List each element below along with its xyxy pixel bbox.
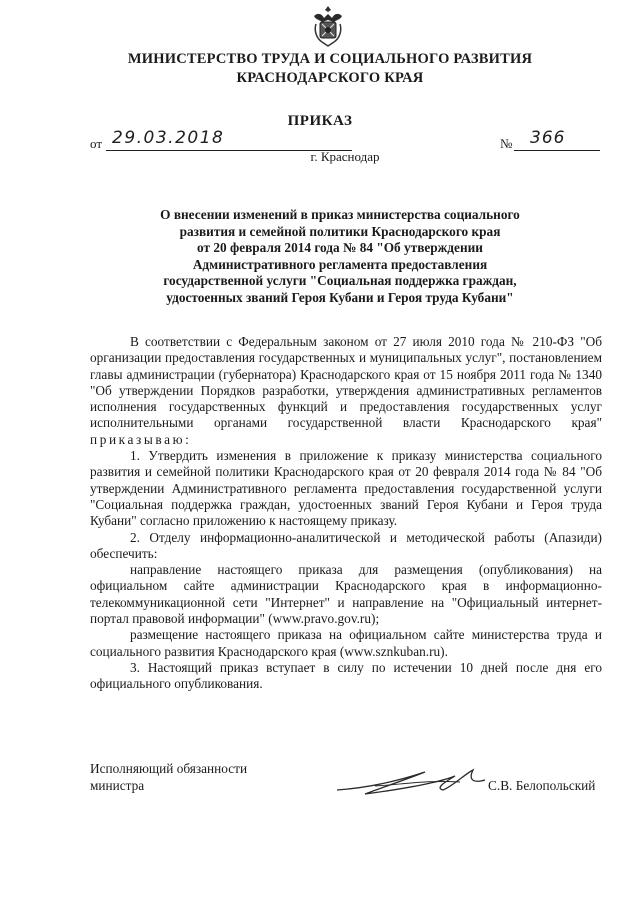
coat-of-arms-emblem bbox=[308, 4, 348, 48]
city: г. Краснодар bbox=[310, 149, 380, 164]
signatory-position bbox=[90, 760, 247, 794]
number-label: № bbox=[500, 136, 513, 151]
position-line-1: Исполняющий обязанности bbox=[90, 761, 248, 776]
preamble-text: В соответствии с Федеральным законом от 27 июля 2010 года № 210-ФЗ "Об организации предоставления государственных и муниципальных услуг", постановлением главы администрации (губернатора) Краснодарского края от 15 ноября 2011 года № 1340 "Об утверждении Порядков разработки, утверждения административных регламентов исполнения государственных функций и предоставления государственных услуг исполнительными органами государственной власти Краснодарского края" bbox=[90, 334, 602, 431]
document-body bbox=[90, 334, 602, 693]
document-type: ПРИКАЗ bbox=[287, 113, 353, 129]
paragraph-item-1: 1. Утвердить изменения в приложение к приказу министерства социального развития и семейной политики Краснодарского края от 20 февраля 2014 года № 84 "Об утверждении Административного регламента предоставления государственной услуги "Социальная поддержка граждан, удостоенных званий Героя Кубани и Героя труда Кубани" согласно приложению к настоящему приказу. bbox=[90, 448, 602, 529]
order-word: приказываю bbox=[90, 431, 186, 447]
ministry-line-1: МИНИСТЕРСТВО ТРУДА И СОЦИАЛЬНОГО РАЗВИТИЯ bbox=[127, 51, 533, 67]
handwritten-signature bbox=[335, 760, 505, 800]
number-value: 366 bbox=[530, 128, 566, 148]
title-line: развития и семейной политики Краснодарского края bbox=[179, 223, 501, 239]
paragraph-item-2a: направление настоящего приказа для размещения (опубликования) на официальном сайте администрации Краснодарского края в информационно-телекоммуникационной сети "Интернет" и направление на "Официальный интернет-портал правовой информации" (www.pravo.gov.ru); bbox=[90, 562, 602, 627]
paragraph-item-2b: размещение настоящего приказа на официальном сайте министерства труда и социального развития Краснодарского края (www.sznkuban.ru). bbox=[90, 627, 602, 659]
date-value: 29.03.2018 bbox=[112, 128, 225, 148]
title-line: О внесении изменений в приказ министерства социального bbox=[160, 207, 520, 222]
preamble-colon: : bbox=[185, 431, 189, 447]
paragraph-item-3: 3. Настоящий приказ вступает в силу по истечении 10 дней после дня его официального опубликования. bbox=[90, 659, 602, 692]
signatory-name: С.В. Белопольский bbox=[488, 778, 596, 793]
title-line: государственной услуги "Социальная поддержка граждан, bbox=[163, 273, 517, 288]
ministry-line-2: КРАСНОДАРСКОГО КРАЯ bbox=[236, 70, 424, 86]
paragraph-item-2: 2. Отделу информационно-аналитической и методической работы (Апазиди) обеспечить: bbox=[90, 529, 602, 561]
signature-block bbox=[90, 760, 620, 820]
title-line: удостоенных званий Героя Кубани и Героя труда Кубани" bbox=[166, 289, 514, 305]
title-line: от 20 февраля 2014 года № 84 "Об утверждении bbox=[197, 240, 483, 255]
paragraph-preamble bbox=[90, 334, 602, 448]
document-title bbox=[120, 207, 560, 306]
position-line-2: министра bbox=[90, 778, 145, 793]
title-line: Административного регламента предоставления bbox=[192, 256, 488, 272]
ministry-name bbox=[60, 50, 600, 88]
date-label: от bbox=[90, 136, 103, 151]
